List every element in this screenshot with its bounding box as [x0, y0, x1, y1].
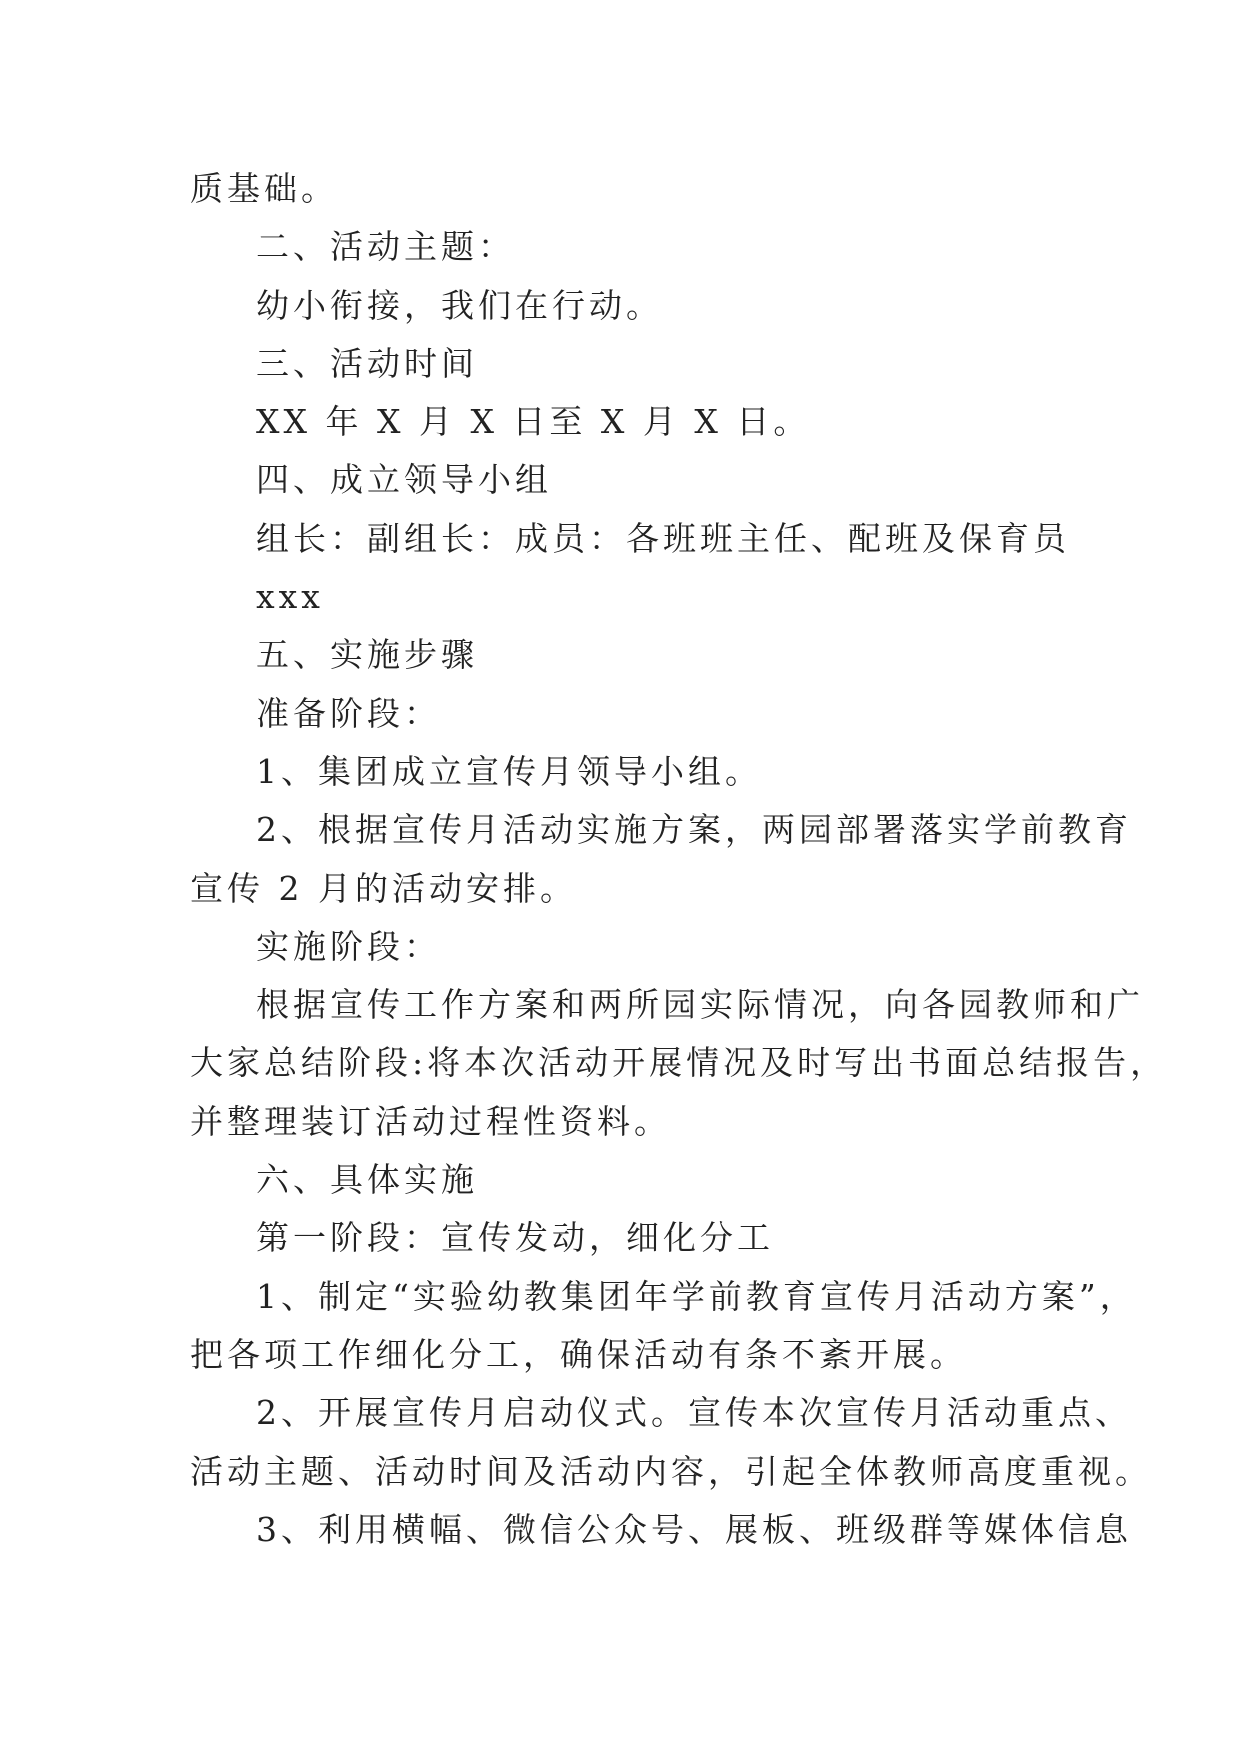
text-line: 3、利用横幅、微信公众号、展板、班级群等媒体信息 [256, 1509, 1132, 1549]
text-line: 三、活动时间 [256, 343, 478, 383]
text-line: 大家总结阶段:将本次活动开展情况及时写出书面总结报告， [190, 1043, 1168, 1083]
text-line: 并整理装订活动过程性资料。 [190, 1101, 671, 1141]
text-line: 第一阶段：宣传发动，细化分工 [256, 1218, 774, 1258]
text-line: 2、开展宣传月启动仪式。宣传本次宣传月活动重点、 [256, 1393, 1132, 1433]
text-line: 1、制定“实验幼教集团年学前教育宣传月活动方案”， [256, 1276, 1137, 1316]
text-line: 2、根据宣传月活动实施方案，两园部署落实学前教育 [256, 810, 1132, 850]
text-line: 四、成立领导小组 [256, 460, 552, 500]
document-body [190, 160, 1168, 1559]
text-line: 二、活动主题： [256, 227, 515, 267]
text-line: 组长：副组长：成员：各班班主任、配班及保育员 [256, 518, 1070, 558]
text-line: XX 年 X 月 X 日至 X 月 X 日。 [256, 402, 811, 442]
text-line: 宣传 2 月的活动安排。 [190, 868, 577, 908]
text-line: 准备阶段： [256, 693, 441, 733]
text-line: 1、集团成立宣传月领导小组。 [256, 751, 762, 791]
text-line: 把各项工作细化分工，确保活动有条不紊开展。 [190, 1334, 967, 1374]
text-line: 五、实施步骤 [256, 635, 478, 675]
text-line: 幼小衔接，我们在行动。 [256, 285, 663, 325]
text-line: xxx [256, 577, 324, 617]
text-line: 活动主题、活动时间及活动内容，引起全体教师高度重视。 [190, 1451, 1152, 1491]
text-line: 六、具体实施 [256, 1160, 478, 1200]
text-line: 根据宣传工作方案和两所园实际情况，向各园教师和广 [256, 985, 1144, 1025]
text-line: 质基础。 [190, 169, 338, 208]
text-line: 实施阶段： [256, 926, 441, 966]
